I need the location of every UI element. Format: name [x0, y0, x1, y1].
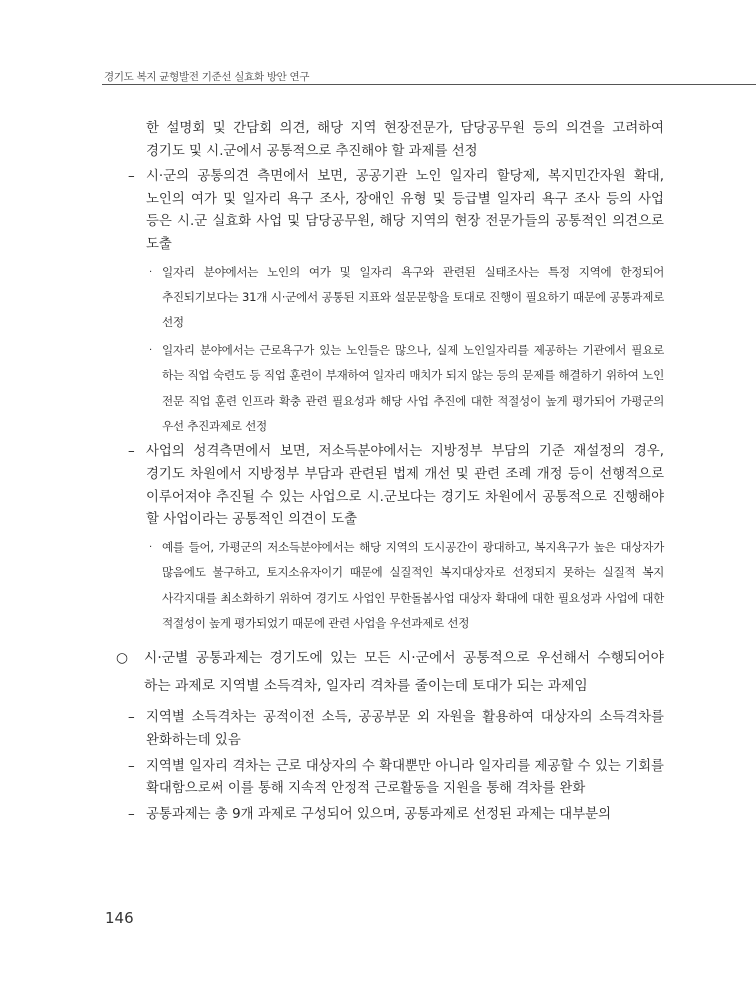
paragraph-text: 시·군별 공통과제는 경기도에 있는 모든 시·군에서 공통적으로 우선해서 수행되어야 하는 과제로 지역별 소득격차, 일자리 격차를 줄이는데 토대가 되는 과제임	[144, 650, 664, 695]
sub-bullet	[104, 338, 664, 440]
paragraph-text: 예를 들어, 가평군의 저소득분야에서는 해당 지역의 도시공간이 광대하고, 복지욕구가 높은 대상자가 많음에도 불구하고, 토지소유자이기 때문에 실질적인 복지대상자로 선정되지 못하는 실질적 복지 사각지대를 최소화하기 위하여 경기도 사업인 무한돌봄사업 대상자 확대에 대한 필요성과 사업에 대한 적절성이 높게 평가되었기 때문에 관련 사업을 우선과제로 선정	[162, 539, 664, 630]
bullet-marker: –	[128, 169, 135, 185]
paragraph-text: 지역별 소득격차는 공적이전 소득, 공공부문 외 자원을 활용하여 대상자의 소득격차를 완화하는데 있음	[146, 710, 664, 748]
paragraph-text: 시·군의 공통의견 측면에서 보면, 공공기관 노인 일자리 할당제, 복지민간자원 확대, 노인의 여가 및 일자리 욕구 조사, 장애인 유형 및 등급별 일자리 욕구 조사 등의 사업 등은 시.군 실효화 사업 및 담당공무원, 해당 지역의 현장 전문가들의 공통적인 의견으로 도출	[146, 169, 664, 252]
dash-item	[104, 756, 664, 801]
bullet-marker: –	[128, 806, 135, 822]
bullet-marker: ·	[149, 541, 152, 553]
bullet-marker: ·	[149, 266, 152, 278]
paragraph-text: 지역별 일자리 격차는 근로 대상자의 수 확대뿐만 아니라 일자리를 제공할 수 있는 기회를 확대함으로써 이를 통해 지속적 안정적 근로활동을 지원을 통해 격차를 완화	[146, 758, 664, 797]
sub-bullet	[104, 535, 664, 637]
bullet-marker: –	[128, 758, 135, 774]
paragraph-text: 일자리 분야에서는 근로욕구가 있는 노인들은 많으나, 실제 노인일자리를 제공하는 기관에서 필요로 하는 직업 숙련도 등 직업 훈련이 부재하여 일자리 매치가 되지 않는 등의 문제를 해결하기 위하여 노인 전문 직업 훈련 인프라 확충 관련 필요성과 해당 사업 추진에 대한 적절성이 높게 평가되어 가평군의 우선 추진과제로 선정	[162, 342, 664, 433]
dash-item	[104, 707, 664, 752]
dash-item	[104, 441, 664, 531]
bullet-marker: ·	[149, 344, 152, 356]
bullet-marker: –	[128, 444, 135, 460]
header-divider	[102, 84, 756, 85]
dash-item	[104, 118, 664, 163]
page-body	[104, 118, 664, 829]
dash-item	[104, 804, 664, 827]
paragraph-text: 일자리 분야에서는 노인의 여가 및 일자리 욕구와 관련된 실태조사는 특정 지역에 한정되어 추진되기보다는 31개 시·군에서 공통된 지표와 설문문항을 토대로 진행이 필요하기 때문에 공통과제로 선정	[162, 264, 664, 330]
paragraph-text: 한 설명회 및 간담회 의견, 해당 지역 현장전문가, 담당공무원 등의 의견을 고려하여 경기도 및 시.군에서 공통적으로 추진해야 할 과제를 선정	[146, 121, 664, 159]
main-point	[104, 644, 664, 700]
running-header: 경기도 복지 균형발전 기준선 실효화 방안 연구	[104, 71, 310, 83]
bullet-marker: ○	[116, 650, 129, 667]
paragraph-text: 사업의 성격측면에서 보면, 저소득분야에서는 지방정부 부담의 기준 재설정의 경우, 경기도 차원에서 지방정부 부담과 관련된 법제 개선 및 관련 조례 개정 등이 선행적으로 이루어져야 추진될 수 있는 사업으로 시.군보다는 경기도 차원에서 공통적으로 진행해야 할 사업이라는 공통적인 의견이 도출	[146, 444, 664, 528]
sub-bullet	[104, 260, 664, 336]
page-number: 146	[105, 909, 134, 927]
bullet-marker: –	[128, 710, 135, 726]
paragraph-text: 공통과제는 총 9개 과제로 구성되어 있으며, 공통과제로 선정된 과제는 대부분의	[146, 806, 612, 822]
dash-item	[104, 166, 664, 256]
